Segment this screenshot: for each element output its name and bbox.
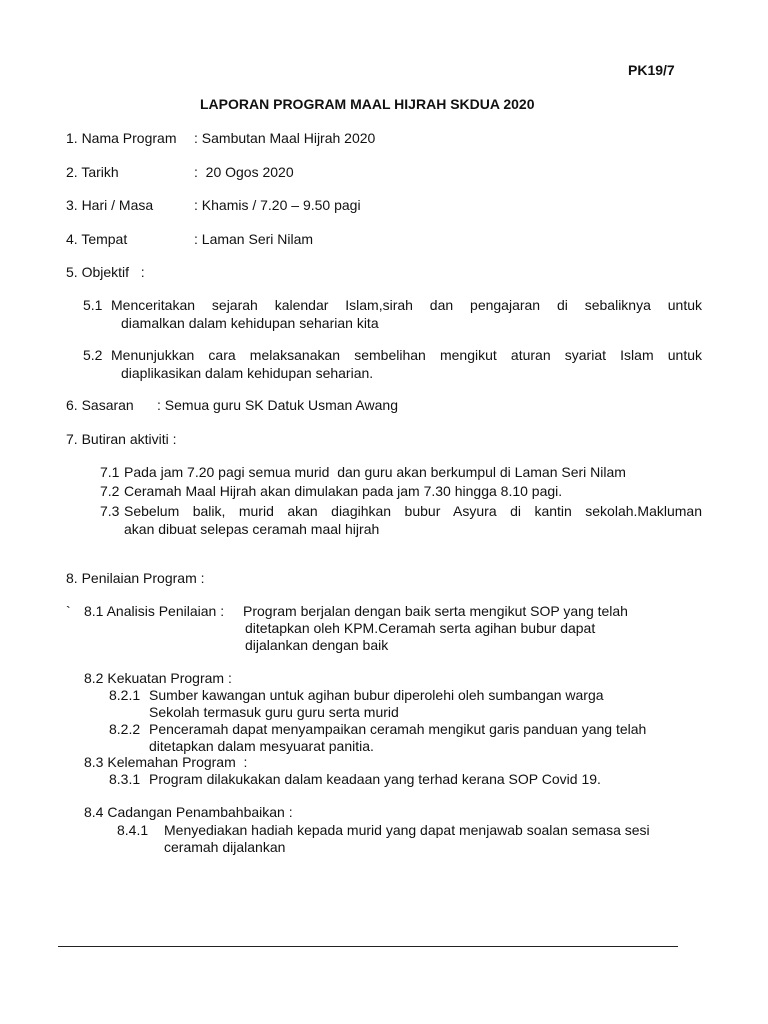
field-value-hari-masa: : Khamis / 7.20 – 9.50 pagi xyxy=(194,197,361,213)
cadangan-item-text-continued: ceramah dijalankan xyxy=(164,839,286,855)
document-title: LAPORAN PROGRAM MAAL HIJRAH SKDUA 2020 xyxy=(200,96,535,112)
butiran-item-num: 7.1 xyxy=(100,464,120,480)
butiran-item-text: Ceramah Maal Hijrah akan dimulakan pada jam 7.30 hingga 8.10 pagi. xyxy=(124,483,563,499)
kekuatan-item-num: 8.2.2 xyxy=(109,721,141,737)
field-label-tempat: 4. Tempat xyxy=(66,231,128,247)
kekuatan-item-num: 8.2.1 xyxy=(109,687,141,703)
bottom-divider xyxy=(58,946,678,947)
objektif-item-num: 5.1 xyxy=(83,297,103,313)
butiran-item-num: 7.3 xyxy=(100,503,120,519)
objektif-item-text: Menunjukkan cara melaksanakan sembelihan mengikut aturan syariat Islam untuk xyxy=(111,347,702,363)
cadangan-item-text: Menyediakan hadiah kepada murid yang dapat menjawab soalan semasa sesi xyxy=(164,822,650,838)
analisis-label: 8.1 Analisis Penilaian : xyxy=(84,603,225,619)
kekuatan-item-text-continued: Sekolah termasuk guru guru serta murid xyxy=(149,704,399,720)
field-label-hari-masa: 3. Hari / Masa xyxy=(66,197,154,213)
sasaran-label: 6. Sasaran xyxy=(66,397,134,413)
objektif-item-text-continued: diamalkan dalam kehidupan seharian kita xyxy=(121,315,379,331)
objektif-item-text: Menceritakan sejarah kalendar Islam,sirah dan pengajaran di sebaliknya untuk xyxy=(111,297,702,313)
cadangan-item-num: 8.4.1 xyxy=(117,822,149,838)
field-value-nama-program: : Sambutan Maal Hijrah 2020 xyxy=(194,130,376,146)
kelemahan-item-num: 8.3.1 xyxy=(109,771,141,787)
field-value-tarikh: : 20 Ogos 2020 xyxy=(194,164,294,180)
objektif-item-num: 5.2 xyxy=(83,347,103,363)
butiran-item-text-continued: akan dibuat selepas ceramah maal hijrah xyxy=(124,521,380,537)
analisis-text-continued: ditetapkan oleh KPM.Ceramah serta agihan bubur dapat xyxy=(245,620,596,636)
penilaian-label: 8. Penilaian Program : xyxy=(66,570,205,586)
kelemahan-item-text: Program dilakukakan dalam keadaan yang terhad kerana SOP Covid 19. xyxy=(149,771,601,787)
kekuatan-item-text: Penceramah dapat menyampaikan ceramah mengikut garis panduan yang telah xyxy=(149,721,647,737)
field-label-tarikh: 2. Tarikh xyxy=(66,164,119,180)
analisis-text: Program berjalan dengan baik serta mengikut SOP yang telah xyxy=(243,603,628,619)
butiran-item-text: Pada jam 7.20 pagi semua murid dan guru akan berkumpul di Laman Seri Nilam xyxy=(124,464,626,480)
objektif-item-text-continued: diaplikasikan dalam kehidupan seharian. xyxy=(121,365,374,381)
kelemahan-label: 8.3 Kelemahan Program : xyxy=(84,754,248,770)
butiran-label: 7. Butiran aktiviti : xyxy=(66,431,177,447)
kekuatan-item-text-continued: ditetapkan dalam mesyuarat panitia. xyxy=(149,738,374,754)
cadangan-label: 8.4 Cadangan Penambahbaikan : xyxy=(84,804,293,820)
penilaian-backtick: ` xyxy=(66,603,71,619)
analisis-text-continued: dijalankan dengan baik xyxy=(245,637,389,653)
field-label-nama-program: 1. Nama Program xyxy=(66,130,177,146)
field-value-tempat: : Laman Seri Nilam xyxy=(194,231,314,247)
objektif-label: 5. Objektif : xyxy=(66,264,145,280)
butiran-item-text: Sebelum balik, murid akan diagihkan bubur Asyura di kantin sekolah.Makluman xyxy=(124,503,702,519)
document-code: PK19/7 xyxy=(628,62,675,78)
kekuatan-item-text: Sumber kawangan untuk agihan bubur diperolehi oleh sumbangan warga xyxy=(149,687,604,703)
sasaran-value: : Semua guru SK Datuk Usman Awang xyxy=(157,397,398,413)
butiran-item-num: 7.2 xyxy=(100,483,120,499)
kekuatan-label: 8.2 Kekuatan Program : xyxy=(84,670,232,686)
